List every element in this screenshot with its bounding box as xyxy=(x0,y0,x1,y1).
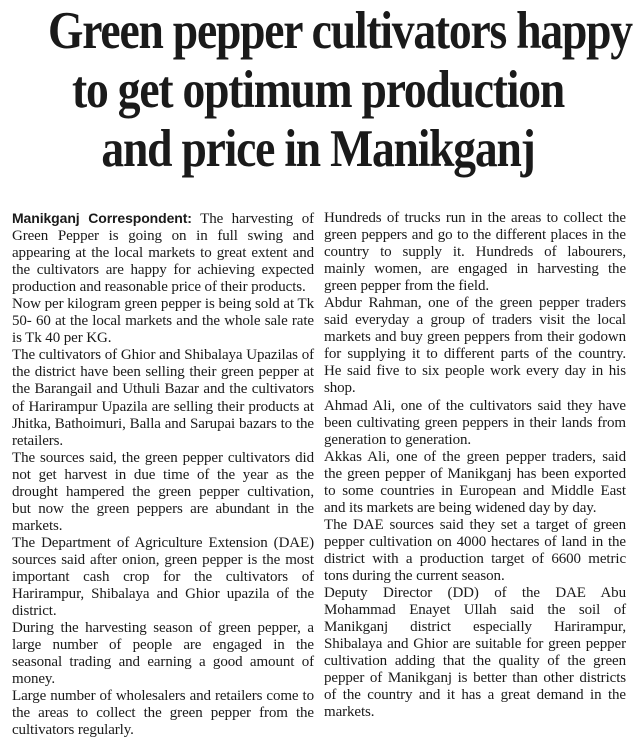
article-paragraph xyxy=(12,210,314,296)
headline-line: to get optimum production xyxy=(71,61,564,119)
article-paragraph: Hundreds of trucks run in the areas to collect the green peppers and go to the different places in the country to supply it. Hundreds of labourers, mainly women, are engaged in harvesting the green pepper from the field. xyxy=(324,210,626,295)
byline: Manikganj Correspondent: xyxy=(12,210,192,226)
article-column-right xyxy=(324,210,626,721)
article-column-left xyxy=(12,210,314,739)
article-paragraph: Deputy Director (DD) of the DAE Abu Mohammad Enayet Ullah said the soil of Manikganj district especially Harirampur, Shibalaya and Ghior are suitable for green pepper cultivation adding that the quality of the green pepper of Manikganj is better than other districts of the country and it has a great demand in the markets. xyxy=(324,585,626,721)
headline-line: Green pepper cultivators happy xyxy=(47,2,632,60)
headline-line: and price in Manikganj xyxy=(101,120,535,178)
article-paragraph: The cultivators of Ghior and Shibalaya Upazilas of the district have been selling their green pepper at the Barangail and Uthuli Bazar and the cultivators of Harirampur Upazila are selling their products at Jhitka, Bathoimuri, Balla and Sarupai bazars to the retailers. xyxy=(12,347,314,449)
article-paragraph: Now per kilogram green pepper is being sold at Tk 50- 60 at the local markets and the whole sale rate is Tk 40 per KG. xyxy=(12,296,314,347)
article-paragraph: The Department of Agriculture Extension (DAE) sources said after onion, green pepper is the most important cash crop for the cultivators of Harirampur, Shibalaya and Ghior upazila of the district. xyxy=(12,534,314,620)
article-paragraph: The sources said, the green pepper cultivators did not get harvest in due time of the year as the drought hampered the green pepper cultivation, but now the green peppers are abundant in the markets. xyxy=(12,449,314,534)
article-paragraph: Akkas Ali, one of the green pepper traders, said the green pepper of Manikganj has been exported to some countries in European and Middle East and its markets are being widened day by day. xyxy=(324,448,626,516)
article-paragraph: The DAE sources said they set a target of green pepper cultivation on 4000 hectares of land in the district with a production target of 6600 metric tons during the current season. xyxy=(324,516,626,584)
article-paragraph: Large number of wholesalers and retailers come to the areas to collect the green pepper from the cultivators regularly. xyxy=(12,688,314,739)
article-paragraph: Abdur Rahman, one of the green pepper traders said everyday a group of traders visit the local markets and buy green peppers from their godown for supplying it to different parts of the country. He said five to six people work every day in his shop. xyxy=(324,295,626,397)
paragraph-text: The harvesting of Green Pepper is going on in full swing and appearing at the local markets to great extent and the cultivators are happy for achieving expected production and reasonable price of their products. xyxy=(12,211,314,296)
headline xyxy=(47,2,632,179)
article-paragraph: During the harvesting season of green pepper, a large number of people are engaged in the seasonal trading and earning a good amount of money. xyxy=(12,620,314,688)
article-paragraph: Ahmad Ali, one of the cultivators said they have been cultivating green peppers in their lands from generation to generation. xyxy=(324,397,626,448)
